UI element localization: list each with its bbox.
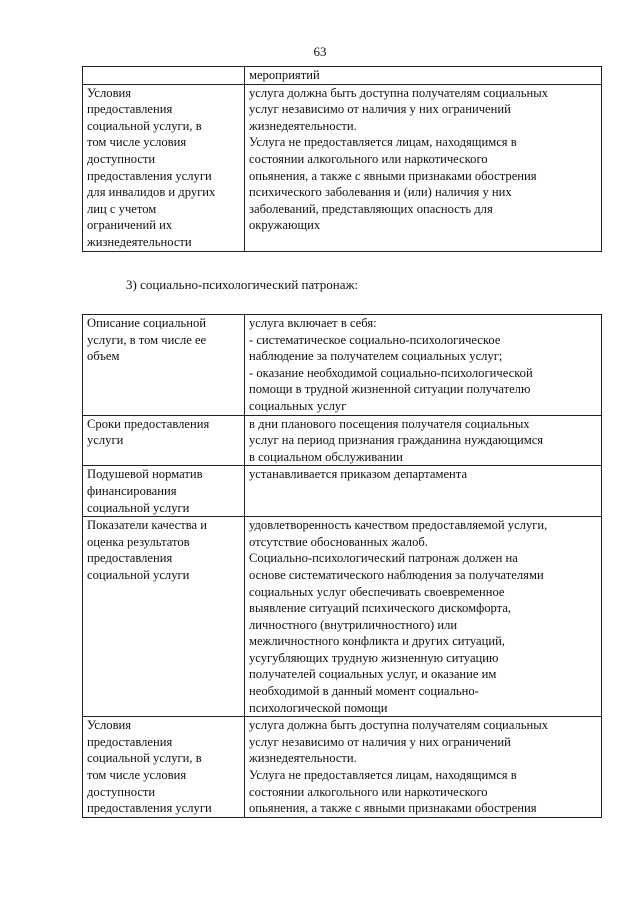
table-row (83, 466, 602, 517)
table-cell-value (245, 315, 602, 416)
cell-line: услуг независимо от наличия у них ограничений (249, 102, 511, 117)
cell-line: выявление ситуаций психического дискомфорта, (249, 601, 512, 616)
cell-line: Условия (87, 85, 132, 100)
table-cell-label (83, 717, 245, 818)
cell-line: - систематическое социально-психологическое (249, 332, 501, 347)
cell-line: социальной услуги, в (87, 118, 202, 133)
cell-line: отсутствие обоснованных жалоб. (249, 534, 428, 549)
services-table-continued (82, 66, 602, 252)
cell-line: Социально-психологический патронаж должен на (249, 551, 518, 566)
cell-line: доступности (87, 784, 156, 799)
cell-line: устанавливается приказом департамента (249, 467, 468, 482)
cell-line: жизнедеятельности (87, 234, 192, 249)
cell-line: лиц с учетом (87, 201, 157, 216)
social-psychological-patronage-table (82, 314, 602, 818)
cell-line: социальных услуг обеспечивать своевременное (249, 584, 505, 599)
cell-line: предоставления (87, 102, 173, 117)
cell-line: социальной услуги, в (87, 751, 202, 766)
cell-line: состоянии алкогольного или наркотического (249, 151, 488, 166)
cell-line: том числе условия (87, 768, 187, 783)
cell-line: финансирования (87, 483, 177, 498)
table-cell-label (83, 466, 245, 517)
cell-line: заболеваний, представляющих опасность для (249, 201, 493, 216)
cell-line: межличностного конфликта и других ситуаций, (249, 634, 505, 649)
cell-line: социальной услуги (87, 500, 190, 515)
cell-line: доступности (87, 151, 156, 166)
cell-line: удовлетворенность качеством предоставляемой услуги, (249, 518, 548, 533)
cell-line: социальных услуг (249, 398, 347, 413)
cell-line: оценка результатов (87, 534, 190, 549)
cell-line: предоставления услуги (87, 168, 212, 183)
cell-line: предоставления услуги (87, 801, 212, 816)
cell-line: социальной услуги (87, 567, 190, 582)
cell-line: услуга включает в себя: (249, 316, 377, 330)
cell-line: для инвалидов и других (87, 185, 216, 200)
cell-line: жизнедеятельности. (249, 751, 357, 766)
table-cell-value (245, 84, 602, 251)
table-cell-value (245, 415, 602, 466)
cell-line: получателей социальных услуг, и оказание им (249, 667, 497, 682)
cell-line: услуга должна быть доступна получателям социальных (249, 85, 549, 100)
cell-line: психологической помощи (249, 700, 388, 715)
cell-line: усугубляющих трудную жизненную ситуацию (249, 650, 499, 665)
cell-line: психического заболевания и (или) наличия у них (249, 185, 512, 200)
cell-line: Услуга не предоставляется лицам, находящимся в (249, 135, 517, 150)
table-cell-value (245, 466, 602, 517)
cell-line: Сроки предоставления (87, 416, 210, 431)
page-number: 63 (313, 44, 327, 59)
cell-line: предоставления (87, 551, 173, 566)
table-row (83, 717, 602, 818)
section-heading: 3) социально-психологический патронаж: (126, 277, 359, 292)
cell-line: Услуга не предоставляется лицам, находящимся в (249, 768, 517, 783)
table-cell-value (245, 517, 602, 717)
cell-line: ограничений их (87, 218, 173, 233)
cell-line: в дни планового посещения получателя социальных (249, 416, 530, 431)
cell-line: помощи в трудной жизненной ситуации получателю (249, 382, 531, 397)
cell-line: том числе условия (87, 135, 187, 150)
cell-line: состоянии алкогольного или наркотического (249, 784, 488, 799)
cell-line: предоставления (87, 734, 173, 749)
cell-line: личностного (внутриличностного) или (249, 617, 458, 632)
cell-line: услуги, в том числе ее (87, 332, 207, 347)
table-cell-label (83, 67, 245, 85)
cell-line: Условия (87, 718, 132, 733)
cell-line: окружающих (249, 218, 321, 233)
cell-line: основе систематического наблюдения за получателями (249, 567, 544, 582)
cell-line: необходимой в данный момент социально- (249, 684, 479, 699)
cell-line: Показатели качества и (87, 518, 208, 533)
table-row (83, 415, 602, 466)
cell-line: услуг независимо от наличия у них ограничений (249, 734, 511, 749)
cell-line: опьянения, а также с явными признаками обострения (249, 168, 537, 183)
table-cell-label (83, 84, 245, 251)
table-row (83, 84, 602, 251)
cell-line: мероприятий (249, 68, 320, 82)
cell-line: объем (87, 349, 120, 364)
cell-line: Подушевой норматив (87, 467, 203, 482)
cell-line: услуга должна быть доступна получателям социальных (249, 718, 549, 733)
cell-line: - оказание необходимой социально-психологической (249, 365, 533, 380)
cell-line: услуг на период признания гражданина нуждающимся (249, 433, 544, 448)
cell-line: жизнедеятельности. (249, 118, 357, 133)
table-cell-label (83, 415, 245, 466)
table-cell-value (245, 67, 602, 85)
cell-line: в социальном обслуживании (249, 449, 403, 464)
table-cell-label (83, 315, 245, 416)
table-row (83, 67, 602, 85)
table-cell-value (245, 717, 602, 818)
cell-line: наблюдение за получателем социальных услуг; (249, 349, 503, 364)
table-row (83, 517, 602, 717)
cell-line: опьянения, а также с явными признаками обострения (249, 801, 537, 816)
cell-line: услуги (87, 433, 124, 448)
table-cell-label (83, 517, 245, 717)
table-row (83, 315, 602, 416)
cell-line: Описание социальной (87, 316, 206, 330)
